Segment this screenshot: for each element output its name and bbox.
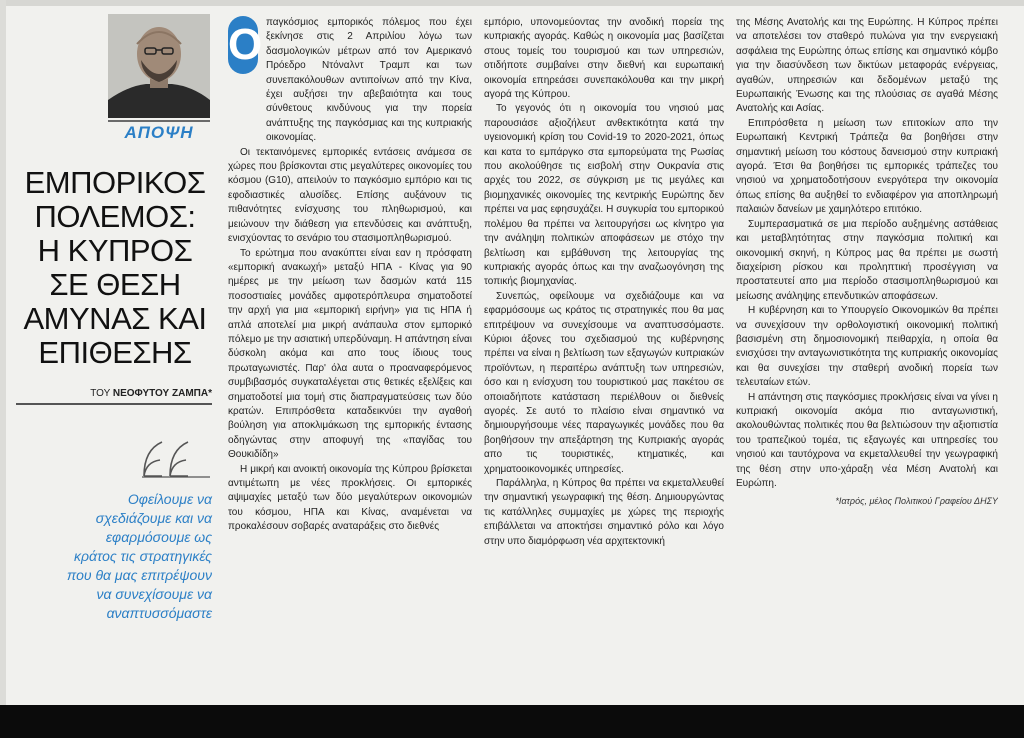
article-paragraph: παγκόσμιος εμπορικός πόλεμος που έχει ξεκίνησε στις 2 Απριλίου λόγω των δασμολογικών μέτρων από τον Αμερικανό Πρόεδρο Ντόναλντ Τραμπ και των συνεπακόλουθων αντιποίνων από την Κίνα, έχει αυξήσει την αβεβαιότητα και τους σύνθετους κινδύνους για την πορεία ανάπτυξης της παγκόσμιας και της κυπριακής οικονομίας. [266, 17, 472, 144]
headline-line: ΕΠΙΘΕΣΗΣ [38, 335, 192, 370]
article-paragraph: Παράλληλα, η Κύπρος θα πρέπει να εκμεταλλευθεί την σημαντική γεωγραφική της θέση. Δημιουργώντας τις κατάλληλες συμμαχίες με χώρες της περιοχής επιβάλλεται να αποκτήσει σημαντικό ρόλο και λόγο στην υπο διαμόρφωση νέα αρχιτεκτονική [484, 478, 724, 547]
article-paragraph: Συνεπώς, οφείλουμε να σχεδιάζουμε και να εφαρμόσουμε ως κράτος τις στρατηγικές που θα μας επιτρέψουν να συνεχίσουμε να αναπτυσσόμαστε. Κύριοι άξονες του σχεδιασμού της κυβέρνησης πρέπει να είναι η βελτίωση των εξαγωγών κυπριακών προϊόντων, η περαιτέρω ανάπτυξη των υπηρεσιών, όσο και η ενίσχυση του τουριστικού μας πακέτου σε οποιαδήποτε κατάσταση περιέλθουν οι διεθνείς αγορές. Σε αυτό το πλαίσιο είναι σημαντικό να δημιουργήσουμε νέες παραγωγικές μονάδες που θα βοηθήσουν την απεξάρτηση της Κυπριακής αγοράς απο τις τουριστικές, κτηματικές, και χρηματοοικονομικές υπηρεσίες. [484, 290, 724, 475]
page-top-edge [0, 0, 1024, 6]
pull-quote: Οφείλουμε να σχεδιάζουμε και να εφαρμόσουμε ως κράτος τις στρατηγικές που θα μας επιτρέψουν να συνεχίσουμε να αναπτυσσόμαστε [66, 491, 212, 621]
article-paragraph: της Μέσης Ανατολής και της Ευρώπης. Η Κύπρος πρέπει να αποτελέσει τον σταθερό πυλώνα για την ενεργειακή ασφάλεια της Ευρώπης όπως επίσης και σημαντικό κόμβο για την διασύνδεση των δικτύων μεταφοράς ενέργειας, αγαθών, υπηρεσιών και δεδομένων μεταξύ της Ευρωπαικής Ένωσης και της πλούσιας σε αγαθά Μέσης Ανατολής και Ασίας. [736, 17, 998, 115]
section-label: ΑΠΟΨΗ [124, 123, 194, 142]
section-rule [108, 120, 210, 122]
drop-cap: Ο [228, 16, 258, 74]
article-paragraph: Το ερώτημα που ανακύπτει είναι εαν η πρόσφατη «εμπορική ανακωχή» μεταξύ ΗΠΑ - Κίνας για 90 ημέρες με την μείωση των δασμών κατά 115 ποσοστιαίες μονάδες αμφοτερόπλευρα σηματοδοτεί την αρχή για μια «εμπορική ειρήνη» για τις ΗΠΑ ή απλά αποτελεί μια μικρή ανάπαυλα στον εμπορικό πόλεμο με την ασιατική υπερδύναμη. Η απάντηση είναι δύσκολη ακόμα και απο τους ίδιους τους πρωταγωνιστές. Παρ' όλα αυτα ο προαναφερόμενος συμβιβασμός συγκαταλέγεται στις θετικές εξελίξεις και σηματοδοτεί μια τομή στις διαπραγματεύσεις των δύο κρατών. Επιπρόσθετα καταδεικνύει την αγαθοή βούληση για αποκλιμάκωση της εμπορικής έντασης οδηγώντας στην αποφυγή της «παγίδας του Θουκιδίδη» [228, 247, 472, 461]
article-column-3 [736, 16, 998, 706]
article-paragraph: Η απάντηση στις παγκόσμιες προκλήσεις είναι να γίνει η κυπριακή οικονομία ακόμα πιο ανταγωνιστική, ακολουθώντας πολιτικές που θα βελτιώσουν την αξιοπιστία του τραπεζικού τομέα, τις εξαγωγές και υπηρεσίες του νησιού και ταυτόχρονα να εκμεταλλευθεί την γεωγραφική της θέση στην υπο-χάραξη νέα Μέση Ανατολή και Ευρώπη. [736, 391, 998, 489]
article-paragraph: Η μικρή και ανοικτή οικονομία της Κύπρου βρίσκεται αντιμέτωπη με νέες προκλήσεις. Οι εμπορικές αψιμαχίες μεταξύ των δύο μεγαλύτερων οικονομιών του κόσμου, ΗΠΑ και Κίνας, αναμένεται να προκαλέσουν σοβαρές αναταράξεις στο διεθνές [228, 463, 472, 533]
headline-line: ΕΜΠΟΡΙΚΟΣ [24, 165, 206, 200]
article-column-1 [228, 16, 472, 706]
author-photo [108, 14, 210, 118]
article-paragraph: Το γεγονός ότι η οικονομία του νησιού μας παρουσιάσε αξιοζήλευτ ανθεκτικότητα κατά την υγειονομική κρίση του Covid-19 το 2020-2021, όπως και κατα το εμπάργκο στα εμπορεύματα της Ρωσίας που ακολούθησε τις εισβολή στην Ουκρανία στις αρχές του 2022, σε σύγκριση με τις μεγάλες και βιομηχανικές οικονομίες της κεντρικής Ευρώπης δεν πρέπει να μας εφησυχάζει. Η συγκυρία του εμπορικού πολέμου θα πρέπει να λειτουργήσει ως κίνητρο για την ανάληψη πολιτικών αποφάσεων με στόχο την βελτίωση και εμβάθυνση της λειτουργίας της κυπριακής αγοράς όπως και την αναζωογόνηση της τοπικής βιομηχανίας. [484, 103, 724, 288]
headline-line: Η ΚΥΠΡΟΣ [37, 233, 193, 268]
author-portrait-icon [108, 14, 210, 118]
page-bottom-edge [0, 705, 1024, 738]
headline-line: ΑΜΥΝΑΣ ΚΑΙ [23, 301, 207, 336]
article-paragraph: εμπόριο, υπονομεύοντας την ανοδική πορεία της κυπριακής αγοράς. Καθώς η οικονομία μας βασίζεται στους τομείς του τουρισμού και των υπηρεσιών, οτιδήποτε συμβαίνει στην διεθνή και ευρωπαική οικονομία επηρεάσει συνεπακόλουθα και την μικρή αγορά της Κύπρου. [484, 17, 724, 101]
byline [16, 388, 212, 405]
article-paragraph: Οι τεκταινόμενες εμπορικές εντάσεις ανάμεσα σε χώρες που βρίσκονται στις μεγαλύτερες οικονομίες του κόσμου (G10), απειλούν το παγκόσμιο εμπόριο και τις εφοδιαστικές αλυσίδες. Επίσης αυξάνουν τις πιθανότητες ενίσχυσης του πληθωρισμού, και μειώνουν την διάθεση για επενδύσεις και ανάπτυξη, ενισχύοντας το σενάριο του στασιμοπληθωρισμού. [228, 146, 472, 245]
article-paragraph: Επιπρόσθετα η μείωση των επιτοκίων απο την Ευρωπαική Κεντρική Τράπεζα θα βοηθήσει στην σημαντική μείωση του κόστους δανεισμού στην κυπριακή αγορά. Έτσι θα βοηθήσει τις εμπορικές τράπεζες του νησιού να χρηματοδοτήσουν ενεργότερα την οικονομία όπως επίσης θα αυξηθεί το ενδιαφέρον για αποπληρωμή παλαιών δανείων με χαμηλότερο επιτόκιο. [736, 117, 998, 216]
headline-line: ΠΟΛΕΜΟΣ: [34, 199, 196, 234]
author-note: *Ιατρός, μέλος Πολιτικού Γραφείου ΔΗΣΥ [835, 496, 998, 507]
article-paragraph: Η κυβέρνηση και το Υπουργείο Οικονομικών θα πρέπει να συνεχίσουν την ορθολογιστική οικονομική πολιτική βασισμένη στη δημοσιονομική πειθαρχία, η οποία θα ενισχύσει την ανταγωνιστικότητα της κυπριακής οικονομίας και θα συνεχίσει την σταθερή ανοδική πορεία των τελευταίων ετών. [736, 305, 998, 389]
headline [16, 166, 214, 370]
article-column-2 [484, 16, 724, 706]
headline-line: ΣΕ ΘΕΣΗ [49, 267, 181, 302]
byline-author: ΝΕΟΦΥΤΟΥ ΖΑΜΠΑ* [112, 388, 212, 399]
page-left-edge [0, 0, 6, 705]
byline-prefix: ΤΟΥ [90, 388, 111, 399]
article-paragraph: Συμπερασματικά σε μια περίοδο αυξημένης αστάθειας και μεταβλητότητας στην παγκόσμια πολιτική και οικονομική σκηνή, η Κύπρος μας θα πρέπει με σωστή διαχείριση ρίσκου και προληπτική προσέγγιση να προστατευτεί απο μια περίοδο στασιμοπληθωρισμού και μείωσης ανάληψης επενδυτικών αποφάσεων. [736, 218, 998, 302]
quote-mark-icon [140, 436, 212, 478]
